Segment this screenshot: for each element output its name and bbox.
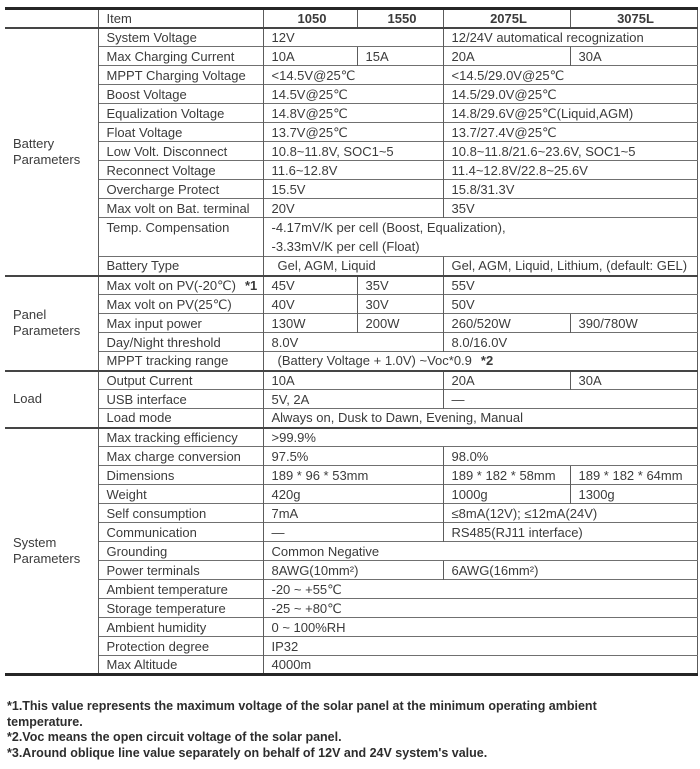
table-row	[5, 485, 697, 504]
table-row	[5, 428, 697, 447]
value-cell: 8AWG(10mm²)	[263, 561, 443, 580]
value-cell: 15A	[357, 47, 443, 66]
value-cell: 11.4~12.8V/22.8~25.6V	[443, 161, 697, 180]
value-cell: 13.7V@25℃	[263, 123, 443, 142]
value-cell: 130W	[263, 314, 357, 333]
section-label: Load	[5, 371, 98, 428]
value-cell: 10.8~11.8/21.6~23.6V, SOC1~5	[443, 142, 697, 161]
table-row	[5, 199, 697, 218]
table-row	[5, 542, 697, 561]
value-cell: 4000m	[263, 656, 697, 675]
item-cell: Float Voltage	[98, 123, 263, 142]
table-row	[5, 142, 697, 161]
value-cell: 10.8~11.8V, SOC1~5	[263, 142, 443, 161]
value-cell: -20 ~ +55℃	[263, 580, 697, 599]
value-cell: 6AWG(16mm²)	[443, 561, 697, 580]
item-cell: Dimensions	[98, 466, 263, 485]
value-cell: 10A	[263, 371, 443, 390]
value-cell: (Battery Voltage + 1.0V) ~Voc*0.9 *2	[263, 352, 697, 371]
value-cell: 189 * 182 * 64mm	[570, 466, 697, 485]
table-row	[5, 123, 697, 142]
item-cell: Communication	[98, 523, 263, 542]
value-cell: 1300g	[570, 485, 697, 504]
table-row	[5, 409, 697, 428]
value-cell: 5V, 2A	[263, 390, 443, 409]
table-row	[5, 352, 697, 371]
value-cell: Gel, AGM, Liquid, Lithium, (default: GEL)	[443, 257, 697, 276]
section-label: Battery Parameters	[5, 28, 98, 276]
table-row	[5, 466, 697, 485]
table-row	[5, 295, 697, 314]
value-cell: 30A	[570, 371, 697, 390]
value-cell: 10A	[263, 47, 357, 66]
item-cell: Temp. Compensation	[98, 218, 263, 257]
item-cell: Reconnect Voltage	[98, 161, 263, 180]
value-cell: 35V	[443, 199, 697, 218]
value-cell: 14.8V@25℃	[263, 104, 443, 123]
value-cell: 7mA	[263, 504, 443, 523]
table-row	[5, 314, 697, 333]
spec-table-body	[5, 28, 697, 675]
table-row	[5, 28, 697, 47]
item-cell: Power terminals	[98, 561, 263, 580]
item-cell: System Voltage	[98, 28, 263, 47]
value-cell: —	[443, 390, 697, 409]
table-row	[5, 618, 697, 637]
value-cell: 30V	[357, 295, 443, 314]
value-cell: 97.5%	[263, 447, 443, 466]
value-cell: <14.5V@25℃	[263, 66, 443, 85]
value-cell: 1000g	[443, 485, 570, 504]
header-group-spacer	[5, 9, 98, 28]
item-cell: Max Altitude	[98, 656, 263, 675]
table-row	[5, 85, 697, 104]
value-cell: Gel, AGM, Liquid	[263, 257, 443, 276]
item-cell: Max input power	[98, 314, 263, 333]
header-model-1550: 1550	[357, 9, 443, 28]
value-cell: 98.0%	[443, 447, 697, 466]
table-row	[5, 371, 697, 390]
value-cell: —	[263, 523, 443, 542]
table-row	[5, 561, 697, 580]
value-cell: -4.17mV/K per cell (Boost, Equalization), -3.33mV/K per cell (Float)	[263, 218, 697, 257]
item-cell: MPPT tracking range	[98, 352, 263, 371]
value-cell: 420g	[263, 485, 443, 504]
value-cell: 12V	[263, 28, 443, 47]
table-row	[5, 637, 697, 656]
table-row	[5, 656, 697, 675]
item-cell: Boost Voltage	[98, 85, 263, 104]
item-cell: Overcharge Protect	[98, 180, 263, 199]
value-cell: 40V	[263, 295, 357, 314]
table-row	[5, 276, 697, 295]
table-row	[5, 599, 697, 618]
value-cell: 45V	[263, 276, 357, 295]
table-row	[5, 104, 697, 123]
value-cell: 14.8/29.6V@25℃(Liquid,AGM)	[443, 104, 697, 123]
value-cell: >99.9%	[263, 428, 697, 447]
value-cell: Always on, Dusk to Dawn, Evening, Manual	[263, 409, 697, 428]
table-row	[5, 47, 697, 66]
spec-table	[5, 7, 698, 676]
value-cell: Common Negative	[263, 542, 697, 561]
table-row	[5, 580, 697, 599]
value-cell: -25 ~ +80℃	[263, 599, 697, 618]
item-cell: Ambient humidity	[98, 618, 263, 637]
header-model-2075L: 2075L	[443, 9, 570, 28]
table-row	[5, 66, 697, 85]
header-model-1050: 1050	[263, 9, 357, 28]
header-item-label: Item	[98, 9, 263, 28]
item-cell: Grounding	[98, 542, 263, 561]
footnote-1: *1.This value represents the maximum voltage of the solar panel at the minimum operating ambient temperature.	[7, 699, 597, 729]
item-cell: Max volt on PV(25℃)	[98, 295, 263, 314]
item-cell: Weight	[98, 485, 263, 504]
footnotes	[7, 699, 669, 761]
footnote-2: *2.Voc means the open circuit voltage of the solar panel.	[7, 730, 342, 744]
value-cell: 50V	[443, 295, 697, 314]
header-model-3075L: 3075L	[570, 9, 697, 28]
item-cell: Max volt on PV(-20℃) *1	[98, 276, 263, 295]
table-row	[5, 257, 697, 276]
value-cell: 15.5V	[263, 180, 443, 199]
table-row	[5, 447, 697, 466]
footnote-marker: *2	[480, 353, 494, 369]
value-cell: 14.5/29.0V@25℃	[443, 85, 697, 104]
item-cell: Day/Night threshold	[98, 333, 263, 352]
value-cell: 15.8/31.3V	[443, 180, 697, 199]
value-cell: 55V	[443, 276, 697, 295]
value-cell: IP32	[263, 637, 697, 656]
value-cell: <14.5/29.0V@25℃	[443, 66, 697, 85]
item-cell: Self consumption	[98, 504, 263, 523]
item-cell: Max Charging Current	[98, 47, 263, 66]
table-row	[5, 523, 697, 542]
item-cell: Ambient temperature	[98, 580, 263, 599]
footnote-3: *3.Around oblique line value separately on behalf of 12V and 24V system's value.	[7, 745, 488, 760]
value-cell: 8.0/16.0V	[443, 333, 697, 352]
table-row	[5, 180, 697, 199]
value-cell: 8.0V	[263, 333, 443, 352]
value-cell: 20A	[443, 371, 570, 390]
value-cell: ≤8mA(12V); ≤12mA(24V)	[443, 504, 697, 523]
section-label: System Parameters	[5, 428, 98, 675]
value-cell: 13.7/27.4V@25℃	[443, 123, 697, 142]
value-cell: 20V	[263, 199, 443, 218]
value-cell: 30A	[570, 47, 697, 66]
value-cell: 390/780W	[570, 314, 697, 333]
item-cell: MPPT Charging Voltage	[98, 66, 263, 85]
item-cell: Low Volt. Disconnect	[98, 142, 263, 161]
item-cell: USB interface	[98, 390, 263, 409]
value-cell: 200W	[357, 314, 443, 333]
value-cell: 12/24V automatical recognization	[443, 28, 697, 47]
table-row	[5, 390, 697, 409]
table-row	[5, 161, 697, 180]
item-cell: Max volt on Bat. terminal	[98, 199, 263, 218]
value-cell: 260/520W	[443, 314, 570, 333]
item-cell: Max tracking efficiency	[98, 428, 263, 447]
value-cell: RS485(RJ11 interface)	[443, 523, 697, 542]
value-cell: 14.5V@25℃	[263, 85, 443, 104]
item-cell: Protection degree	[98, 637, 263, 656]
value-cell: 189 * 182 * 58mm	[443, 466, 570, 485]
item-cell: Max charge conversion	[98, 447, 263, 466]
footnote-marker: *1	[244, 277, 258, 293]
item-cell: Storage temperature	[98, 599, 263, 618]
item-cell: Load mode	[98, 409, 263, 428]
value-cell: 0 ~ 100%RH	[263, 618, 697, 637]
table-header-row	[5, 9, 697, 28]
item-cell: Equalization Voltage	[98, 104, 263, 123]
value-cell: 11.6~12.8V	[263, 161, 443, 180]
item-cell: Battery Type	[98, 257, 263, 276]
table-row	[5, 504, 697, 523]
item-cell: Output Current	[98, 371, 263, 390]
table-row	[5, 218, 697, 257]
value-cell: 20A	[443, 47, 570, 66]
section-label: Panel Parameters	[5, 276, 98, 371]
table-row	[5, 333, 697, 352]
value-cell: 189 * 96 * 53mm	[263, 466, 443, 485]
value-cell: 35V	[357, 276, 443, 295]
